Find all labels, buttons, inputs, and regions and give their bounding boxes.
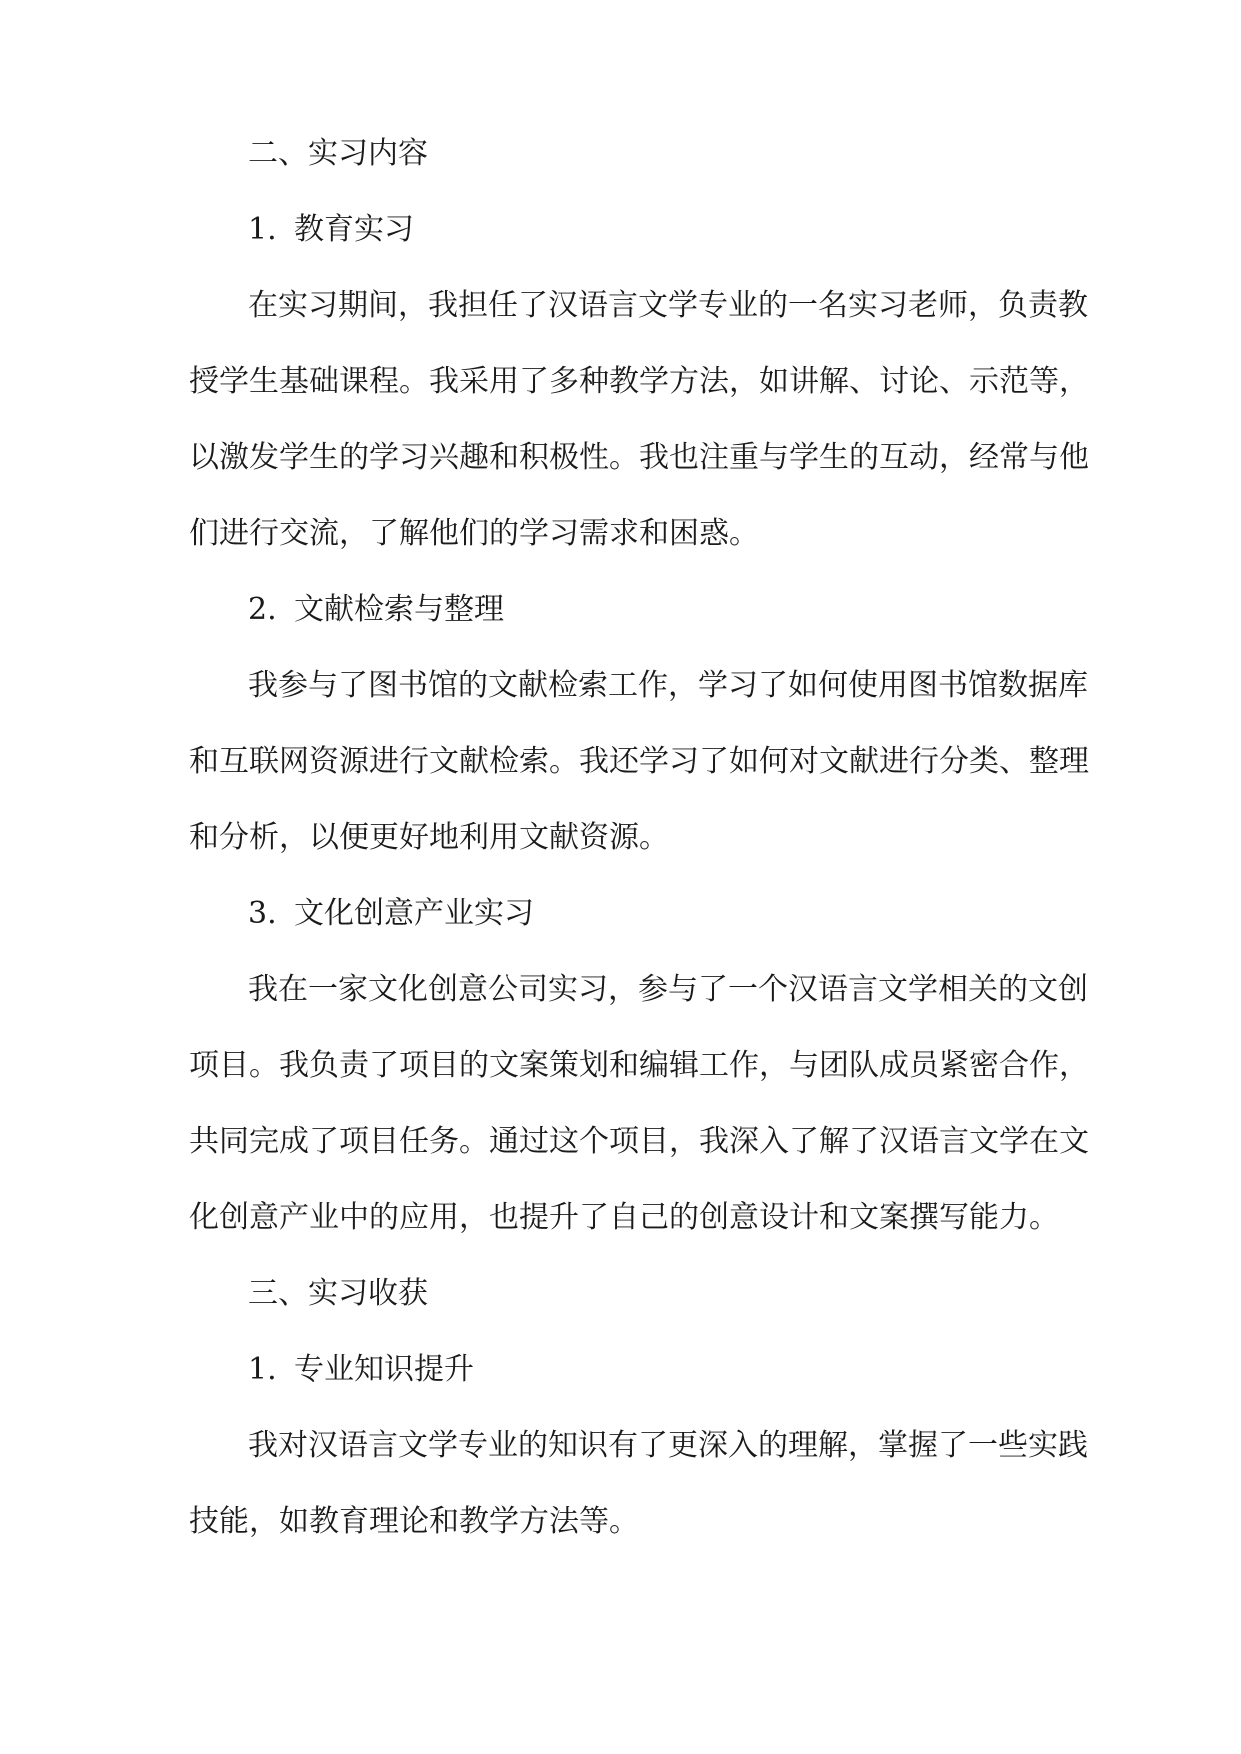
subheading-number: 2.	[248, 592, 277, 627]
section-heading-internship-content: 二、实习内容	[248, 136, 428, 171]
paragraph-line: 和分析，以便更好地利用文献资源。	[189, 820, 669, 855]
subheading-cultural-creative-internship	[248, 896, 534, 932]
paragraph-line: 以激发学生的学习兴趣和积极性。我也注重与学生的互动，经常与他	[189, 440, 1089, 475]
paragraph-line: 技能，如教育理论和教学方法等。	[189, 1504, 639, 1539]
paragraph-line: 授学生基础课程。我采用了多种教学方法，如讲解、讨论、示范等，	[189, 364, 1089, 399]
paragraph-line: 化创意产业中的应用，也提升了自己的创意设计和文案撰写能力。	[189, 1200, 1059, 1235]
subheading-text: 文化创意产业实习	[294, 896, 534, 931]
subheading-text: 教育实习	[294, 212, 414, 247]
subheading-number: 1.	[248, 1352, 277, 1387]
paragraph-line: 共同完成了项目任务。通过这个项目，我深入了解了汉语言文学在文	[189, 1124, 1089, 1159]
paragraph-line: 我对汉语言文学专业的知识有了更深入的理解，掌握了一些实践	[248, 1428, 1088, 1463]
paragraph-line: 和互联网资源进行文献检索。我还学习了如何对文献进行分类、整理	[189, 744, 1089, 779]
subheading-professional-knowledge	[248, 1352, 474, 1388]
paragraph-line: 我在一家文化创意公司实习，参与了一个汉语言文学相关的文创	[248, 972, 1088, 1007]
paragraph-line: 在实习期间，我担任了汉语言文学专业的一名实习老师，负责教	[248, 288, 1088, 323]
section-heading-internship-gains: 三、实习收获	[248, 1276, 428, 1311]
subheading-literature-retrieval	[248, 592, 504, 628]
subheading-number: 3.	[248, 896, 277, 931]
paragraph-line: 我参与了图书馆的文献检索工作，学习了如何使用图书馆数据库	[248, 668, 1088, 703]
subheading-teaching-internship	[248, 212, 414, 248]
paragraph-line: 们进行交流，了解他们的学习需求和困惑。	[189, 516, 759, 551]
subheading-number: 1.	[248, 212, 277, 247]
subheading-text: 专业知识提升	[294, 1352, 474, 1387]
subheading-text: 文献检索与整理	[294, 592, 504, 627]
paragraph-line: 项目。我负责了项目的文案策划和编辑工作，与团队成员紧密合作，	[189, 1048, 1089, 1083]
